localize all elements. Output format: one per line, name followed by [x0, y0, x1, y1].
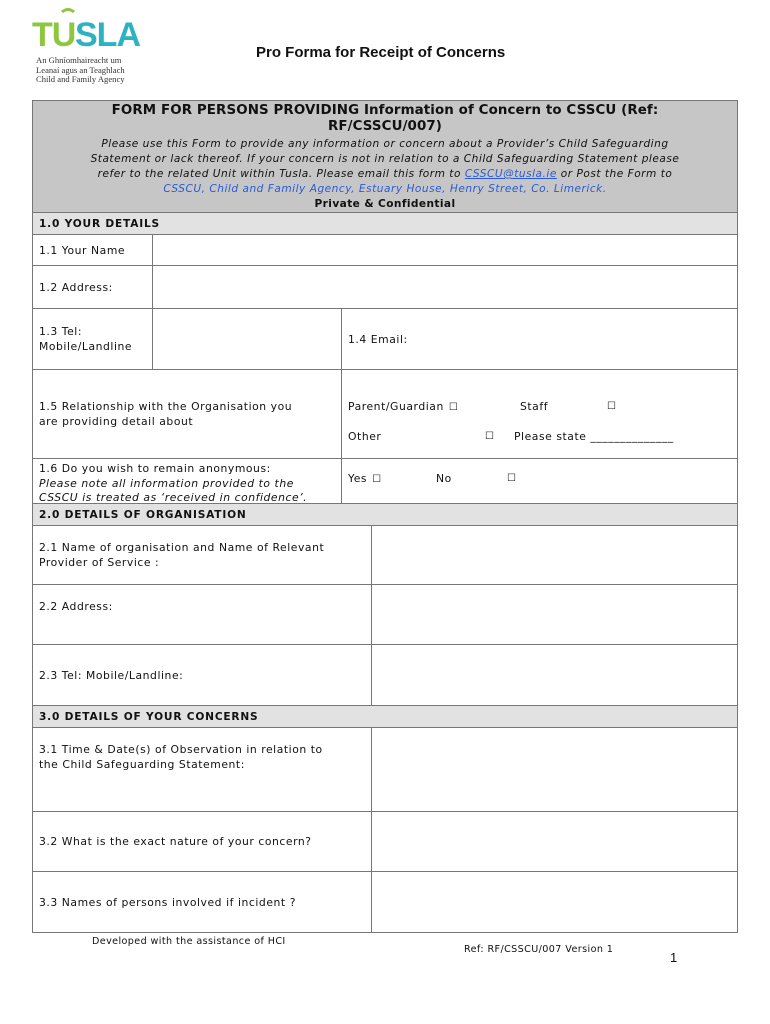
- persons-label: 3.3 Names of persons involved if incident ?: [39, 895, 296, 909]
- form-intro: [39, 137, 731, 197]
- option-staff[interactable]: [520, 399, 548, 414]
- intro-line-3-pre: refer to the related Unit within Tusla. Please email this form to: [97, 168, 465, 180]
- organisation-name-field[interactable]: [371, 526, 737, 584]
- checkbox-no-icon[interactable]: ☐: [507, 473, 517, 484]
- form-title-line-2: RF/CSSCU/007): [327, 119, 443, 134]
- time-date-field[interactable]: [371, 728, 737, 811]
- relationship-options: [341, 370, 737, 458]
- intro-line-2: Statement or lack thereof. If your concern is not in relation to a Child Safeguarding Statement please: [90, 153, 680, 165]
- checkbox-other-icon[interactable]: ☐: [485, 431, 495, 442]
- form-title: [39, 103, 731, 135]
- tel-field[interactable]: [152, 309, 341, 369]
- organisation-name-line-1: 2.1 Name of organisation and Name of Relevant: [39, 541, 325, 554]
- anonymous-question: 1.6 Do you wish to remain anonymous:: [39, 462, 271, 475]
- section-your-details: 1.0 YOUR DETAILS: [33, 213, 737, 235]
- svg-text:SLA: SLA: [75, 16, 140, 54]
- form-title-line-1: FORM FOR PERSONS PROVIDING Information of Concern to CSSCU (Ref:: [111, 103, 659, 118]
- organisation-name-label: [33, 526, 371, 584]
- intro-line-3: [39, 167, 731, 182]
- intro-address: CSSCU, Child and Family Agency, Estuary House, Henry Street, Co. Limerick.: [163, 183, 607, 195]
- nature-field[interactable]: [371, 812, 737, 871]
- email-label: 1.4 Email:: [341, 309, 737, 369]
- row-nature: [33, 812, 737, 872]
- name-label: 1.1 Your Name: [39, 243, 126, 257]
- name-field[interactable]: [152, 235, 737, 265]
- time-date-line-1: 3.1 Time & Date(s) of Observation in relation to: [39, 743, 323, 756]
- svg-text:TU: TU: [32, 16, 76, 54]
- concern-form: [32, 100, 738, 933]
- row-organisation-address: [33, 585, 737, 645]
- time-date-label: [33, 728, 371, 811]
- organisation-name-line-2: Provider of Service :: [39, 556, 160, 569]
- organisation-tel-field[interactable]: [371, 645, 737, 705]
- intro-line-1: Please use this Form to provide any information or concern about a Provider’s Child Safeguarding: [101, 138, 669, 150]
- relationship-label-line-1: 1.5 Relationship with the Organisation you: [39, 400, 293, 413]
- row-organisation-tel: [33, 645, 737, 706]
- row-relationship: [33, 370, 737, 459]
- row-time-date: [33, 728, 737, 812]
- option-parent-label: Parent/Guardian: [348, 400, 444, 413]
- tel-label-line-2: Mobile/Landline: [39, 340, 133, 353]
- address-field[interactable]: [152, 266, 737, 308]
- address-label: 1.2 Address:: [39, 280, 113, 294]
- logo-line-english: Child and Family Agency: [36, 74, 125, 85]
- anonymous-note-line-1: Please note all information provided to the: [39, 476, 294, 490]
- row-organisation-name: [33, 526, 737, 585]
- confidential-label: Private & Confidential: [314, 198, 456, 210]
- organisation-address-label: 2.2 Address:: [39, 600, 113, 613]
- relationship-label: [33, 370, 341, 458]
- organisation-tel-label: 2.3 Tel: Mobile/Landline:: [39, 668, 184, 682]
- anonymous-options: [341, 459, 737, 503]
- nature-label: 3.2 What is the exact nature of your concern?: [39, 835, 312, 848]
- email-link[interactable]: CSSCU@tusla.ie: [464, 168, 557, 180]
- relationship-label-line-2: are providing detail about: [39, 415, 194, 428]
- tel-label: [33, 309, 152, 369]
- intro-line-3-post: or Post the Form to: [556, 168, 673, 180]
- checkbox-parent-icon[interactable]: ☐: [448, 402, 459, 413]
- option-yes[interactable]: [348, 471, 382, 487]
- anonymous-label: [33, 459, 341, 503]
- option-no-label: No: [436, 472, 452, 485]
- logo-text: [36, 56, 125, 85]
- tel-label-line-1: 1.3 Tel:: [39, 325, 83, 338]
- option-other[interactable]: [348, 429, 381, 444]
- persons-field[interactable]: [371, 872, 737, 932]
- option-other-label: Other: [348, 430, 382, 443]
- row-address: [33, 266, 737, 309]
- tusla-wordmark-icon: [32, 8, 140, 54]
- form-header: [33, 101, 737, 213]
- option-parent-guardian[interactable]: [348, 399, 458, 415]
- tusla-logo: [32, 8, 142, 90]
- row-tel-email: [33, 309, 737, 370]
- organisation-address-field[interactable]: [371, 585, 737, 644]
- row-anonymous: [33, 459, 737, 504]
- logo-line-irish-1: An Ghníomhaireacht um: [36, 55, 122, 65]
- page-title: Pro Forma for Receipt of Concerns: [256, 44, 506, 61]
- please-state-field[interactable]: Please state ______________: [514, 430, 674, 443]
- logo-line-irish-2: Leanaí agus an Teaghlach: [36, 64, 125, 75]
- time-date-line-2: the Child Safeguarding Statement:: [39, 758, 245, 771]
- page-number: 1: [670, 950, 678, 965]
- section-organisation: 2.0 DETAILS OF ORGANISATION: [33, 504, 737, 526]
- option-yes-label: Yes: [348, 472, 368, 485]
- section-concerns: 3.0 DETAILS OF YOUR CONCERNS: [33, 706, 737, 728]
- footer-developed: Developed with the assistance of HCI: [92, 936, 286, 947]
- checkbox-yes-icon[interactable]: ☐: [372, 474, 382, 485]
- option-no[interactable]: [436, 471, 452, 486]
- footer-ref: Ref: RF/CSSCU/007 Version 1: [464, 944, 614, 955]
- anonymous-note-line-2: CSSCU is treated as ‘received in confidence’.: [39, 491, 308, 504]
- row-name: [33, 235, 737, 266]
- checkbox-staff-icon[interactable]: ☐: [607, 401, 617, 412]
- option-staff-label: Staff: [520, 400, 549, 413]
- row-persons: [33, 872, 737, 932]
